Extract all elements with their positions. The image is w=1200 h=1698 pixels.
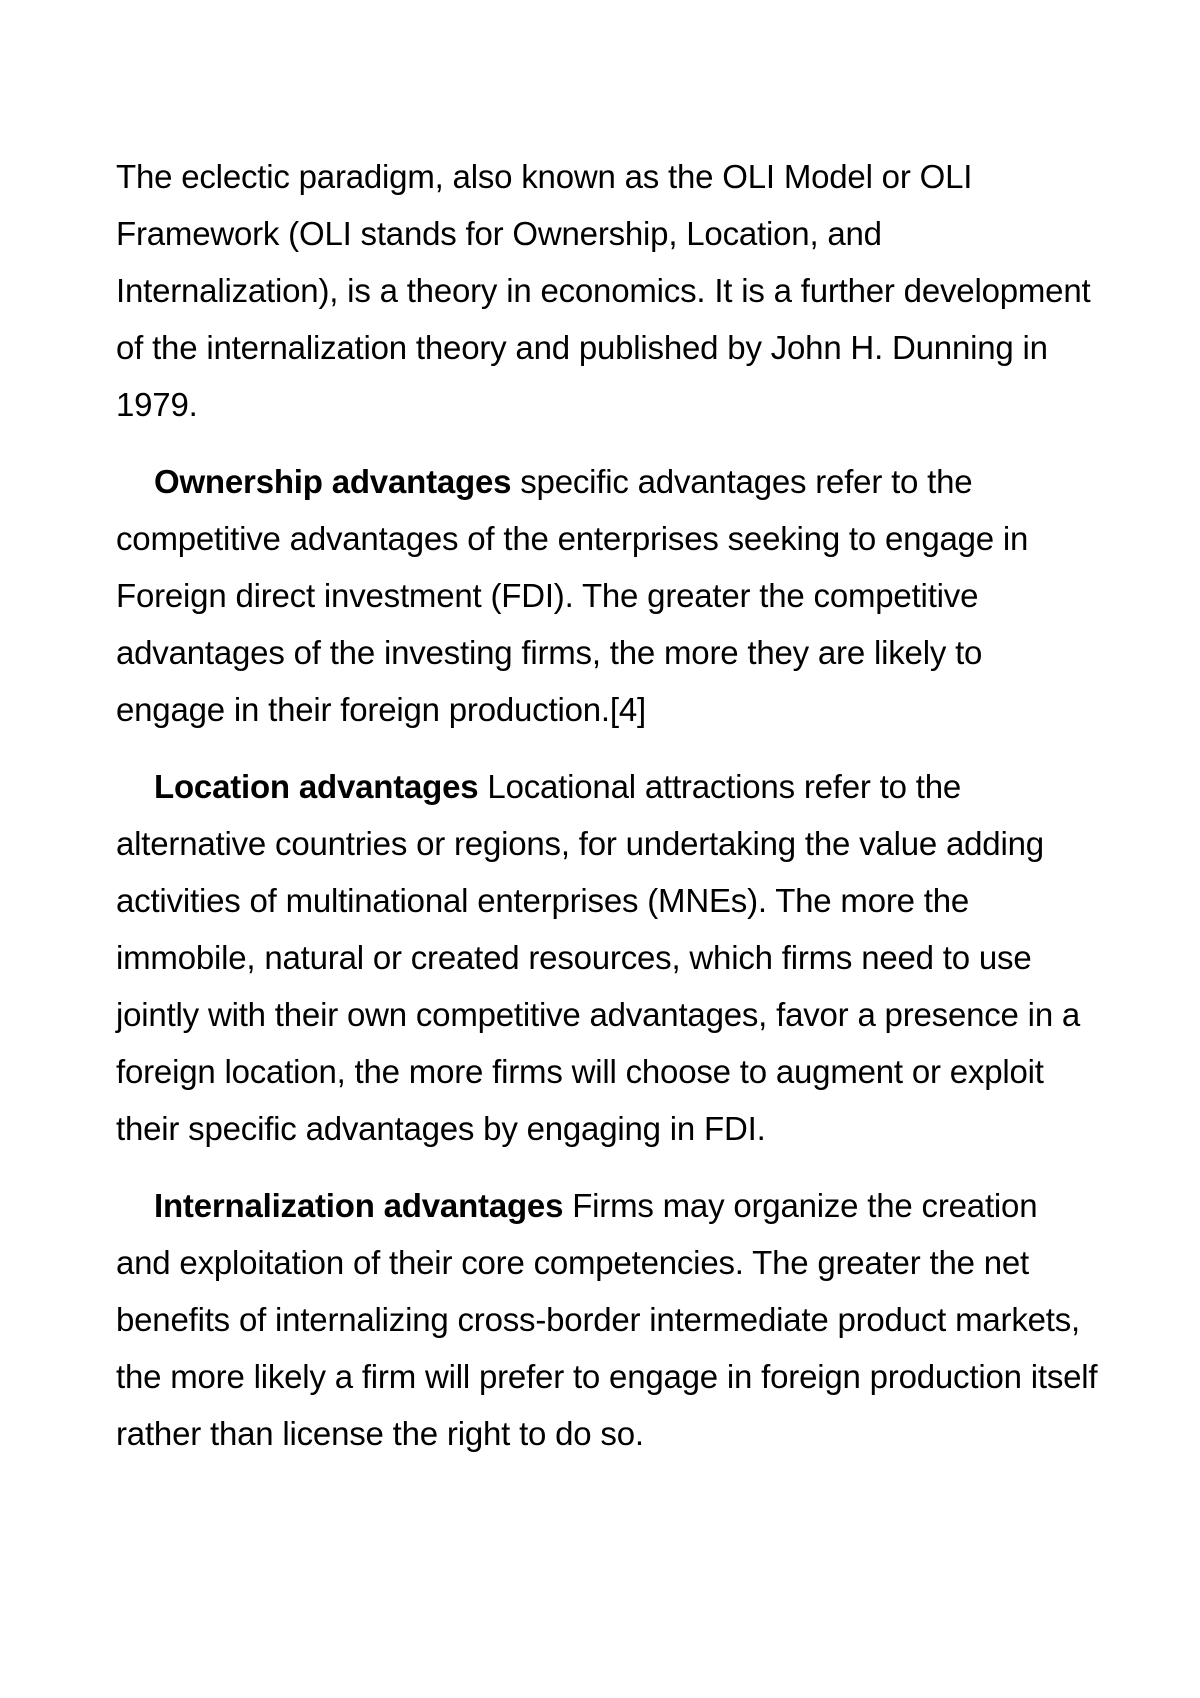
location-body: Locational attractions refer to the alternative countries or regions, for undertaking the value adding activities of multinational enterprises (MNEs). The more the immobile, natural or created resources, which firms need to use jointly with their own competitive advantages, favor a presence in a foreign location, the more firms will choose to augment or exploit their specific advantages by engaging in FDI. (116, 768, 1081, 1147)
ownership-body: specific advantages refer to the competitive advantages of the enterprises seeking to engage in Foreign direct investment (FDI). The greater the competitive advantages of the investing firms, the more they are likely to engage in their foreign production.[4] (116, 463, 1029, 728)
internalization-paragraph (116, 1177, 1100, 1462)
intro-paragraph: The eclectic paradigm, also known as the OLI Model or OLI Framework (OLI stands for Ownership, Location, and Internalization), is a theory in economics. It is a further development of the internalization theory and published by John H. Dunning in 1979. (116, 158, 1091, 423)
internalization-body: Firms may organize the creation and exploitation of their core competencies. The greater the net benefits of internalizing cross-border intermediate product markets, the more likely a firm will prefer to engage in foreign production itself rather than license the right to do so. (116, 1187, 1098, 1452)
location-paragraph (116, 758, 1100, 1157)
internalization-term: Internalization advantages (154, 1187, 564, 1224)
document-page (116, 148, 1100, 1482)
ownership-term: Ownership advantages (154, 463, 512, 500)
ownership-paragraph (116, 453, 1100, 738)
location-term: Location advantages (154, 768, 479, 805)
